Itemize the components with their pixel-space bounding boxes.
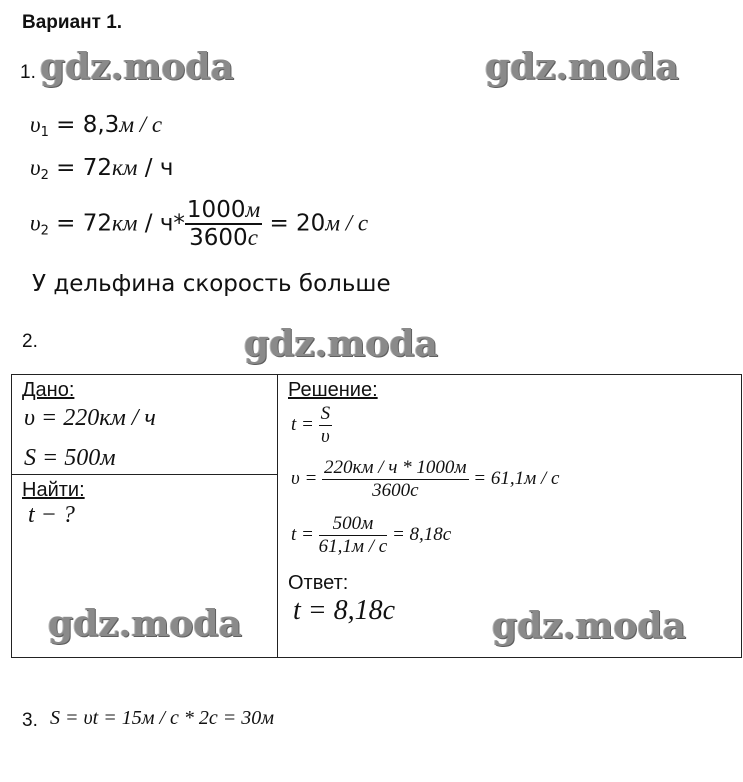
- table-divider: [12, 474, 278, 475]
- page-title: Вариант 1.: [22, 12, 123, 33]
- answer-value: t = 8,18с: [293, 595, 396, 626]
- task1-number: 1.: [20, 62, 36, 83]
- find-time: t − ?: [28, 502, 75, 528]
- task1-v2-conversion: $\upsilon_2 = 72км / ч*$ $\frac{1000м}{3600с}$ = 20м / с: [30, 197, 369, 251]
- given-distance: S = 500м: [24, 445, 116, 471]
- task3-number: 3.: [22, 710, 38, 731]
- given-label: Дано:: [22, 379, 75, 401]
- watermark: gdz.moda: [492, 605, 686, 647]
- task2-number: 2.: [22, 331, 38, 352]
- speed-conversion: υ = $\frac{220км / ч * 1000м}{3600с}$ = 61,1м / с: [291, 457, 560, 501]
- conversion-fraction: $\frac{1000м}{3600с}$: [186, 197, 261, 251]
- find-label: Найти:: [22, 479, 85, 501]
- task1-v2-line: $\upsilon_2 = 72км / ч$: [30, 155, 174, 183]
- watermark: gdz.moda: [244, 323, 438, 365]
- time-formula: t = $\frac{S}{\upsilon}$: [291, 403, 331, 447]
- task2-table: [11, 374, 742, 658]
- solution-label: Решение:: [288, 379, 378, 401]
- given-speed: υ = 220км / ч: [24, 405, 156, 431]
- answer-label: Ответ:: [288, 572, 349, 594]
- task3-formula: S = υt = 15м / с * 2с = 30м: [50, 707, 275, 729]
- watermark: gdz.moda: [485, 46, 679, 88]
- watermark: gdz.moda: [48, 603, 242, 645]
- time-calculation: t = $\frac{500м}{61,1м / с}$ = 8,18с: [291, 513, 452, 557]
- task1-v1-line: $\upsilon_1 = 8,3м / с$: [30, 112, 163, 140]
- task1-conclusion: У дельфина скорость больше: [32, 271, 391, 297]
- table-divider: [277, 375, 278, 657]
- watermark: gdz.moda: [40, 46, 234, 88]
